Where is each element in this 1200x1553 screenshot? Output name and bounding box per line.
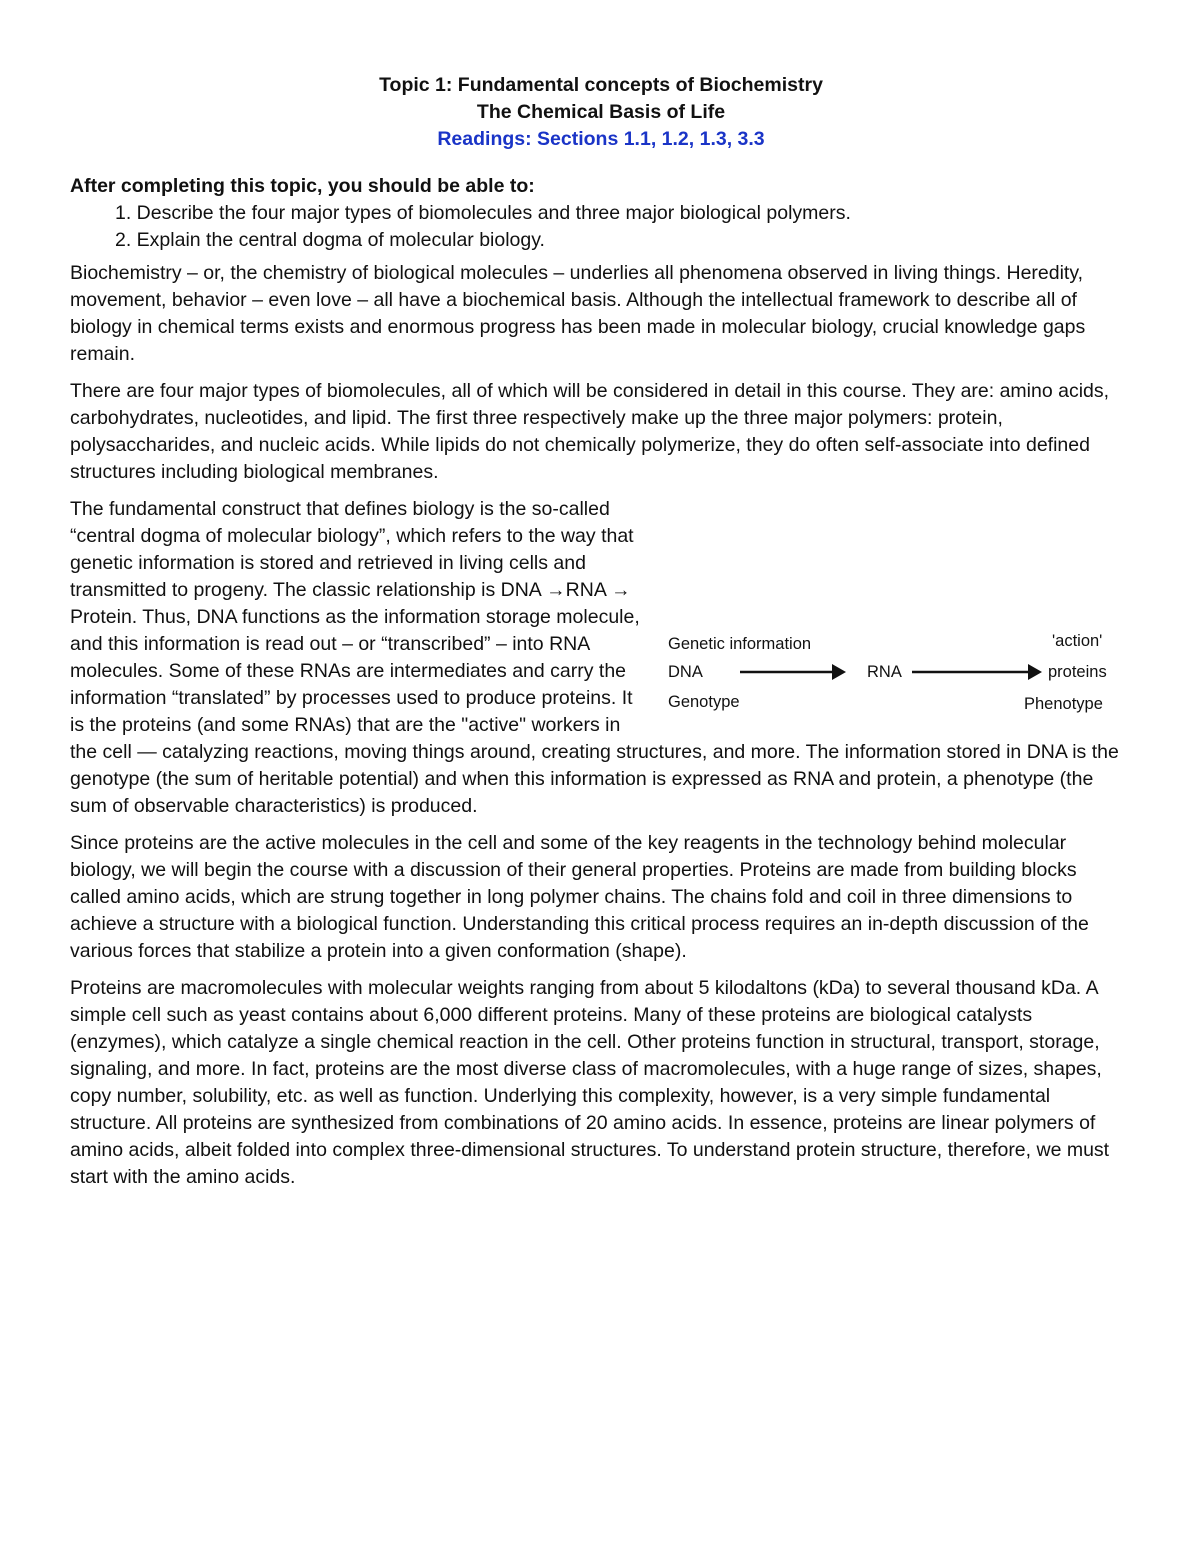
- objective-item: 1. Describe the four major types of biomolecules and three major biological polymers.: [115, 202, 851, 224]
- rna-label: RNA: [867, 663, 902, 681]
- page-title: Topic 1: Fundamental concepts of Biochemistry: [379, 74, 823, 96]
- paragraph-macromolecules: Proteins are macromolecules with molecular weights ranging from about 5 kilodaltons (kDa) to several thousand kDa. A simple cell such as yeast contains about 6,000 different proteins. Many of these proteins are biological catalysts (enzymes), which catalyze a single chemical reaction in the cell. Other proteins function in structural, transport, storage, signaling, and more. In fact, proteins are the most diverse class of macromolecules, with a huge range of sizes, shapes, copy number, solubility, etc. as well as function. Underlying this complexity, however, is a very simple fundamental structure. All proteins are synthesized from combinations of 20 amino acids. In essence, proteins are linear polymers of amino acids, albeit folded into complex three-dimensional structures. To understand protein structure, therefore, we must start with the amino acids.: [70, 977, 1110, 1188]
- readings-line: Readings: Sections 1.1, 1.2, 1.3, 3.3: [437, 128, 765, 150]
- objective-item: 2. Explain the central dogma of molecular biology.: [115, 229, 545, 251]
- paragraph-proteins-overview: Since proteins are the active molecules in the cell and some of the key reagents in the technology behind molecular biology, we will begin the course with a discussion of their general properties. Proteins are made from building blocks called amino acids, which are strung together in long polymer chains. The chains fold and coil in three dimensions to achieve a structure with a biological function. Understanding this critical process requires an in-depth discussion of the various forces that stabilize a protein into a given conformation (shape).: [70, 832, 1089, 962]
- central-dogma-section: [70, 496, 1132, 820]
- central-dogma-diagram: [654, 631, 1132, 735]
- document-page: [70, 72, 1132, 1191]
- proteins-label: proteins: [1048, 663, 1107, 681]
- objectives-heading: After completing this topic, you should be able to:: [70, 175, 535, 197]
- rna-to-protein-arrowhead: [1028, 664, 1042, 680]
- paragraph-central-dogma: The fundamental construct that defines biology is the so-called “central dogma of molecular biology”, which refers to the way that genetic information is stored and retrieved in living cells and transmitted to progeny. The classic relationship is DNA →RNA → Protein. Thus, DNA functions as the information storage molecule, and this information is read out – or “transcribed” – into RNA molecules. Some of these RNAs are intermediates and carry the information “translated” by processes used to produce proteins. It is the proteins (and some RNAs) that are the "active" workers in the cell — catalyzing reactions, moving things around, creating structures, and more. The information stored in DNA is the genotype (the sum of heritable potential) and when this information is expressed as RNA and protein, a phenotype (the sum of observable characteristics) is produced.: [70, 498, 1119, 817]
- action-label: 'action': [1052, 632, 1103, 650]
- objectives-list: [70, 200, 1132, 254]
- genetic-information-label: Genetic information: [668, 635, 812, 653]
- title-block: [70, 72, 1132, 153]
- paragraph-biomolecules: There are four major types of biomolecules, all of which will be considered in detail in this course. They are: amino acids, carbohydrates, nucleotides, and lipid. The first three respectively make up the three major polymers: protein, polysaccharides, and nucleic acids. While lipids do not chemically polymerize, they do often self-associate into defined structures including biological membranes.: [70, 380, 1110, 483]
- phenotype-label: Phenotype: [1024, 695, 1103, 713]
- dna-to-rna-arrowhead: [832, 664, 846, 680]
- paragraph-intro: Biochemistry – or, the chemistry of biological molecules – underlies all phenomena observed in living things. Heredity, movement, behavior – even love – all have a biochemical basis. Although the intellectual framework to describe all of biology in chemical terms exists and enormous progress has been made in molecular biology, crucial knowledge gaps remain.: [70, 262, 1086, 365]
- dna-label: DNA: [668, 663, 703, 681]
- genotype-label: Genotype: [668, 693, 740, 711]
- page-subtitle: The Chemical Basis of Life: [476, 101, 726, 123]
